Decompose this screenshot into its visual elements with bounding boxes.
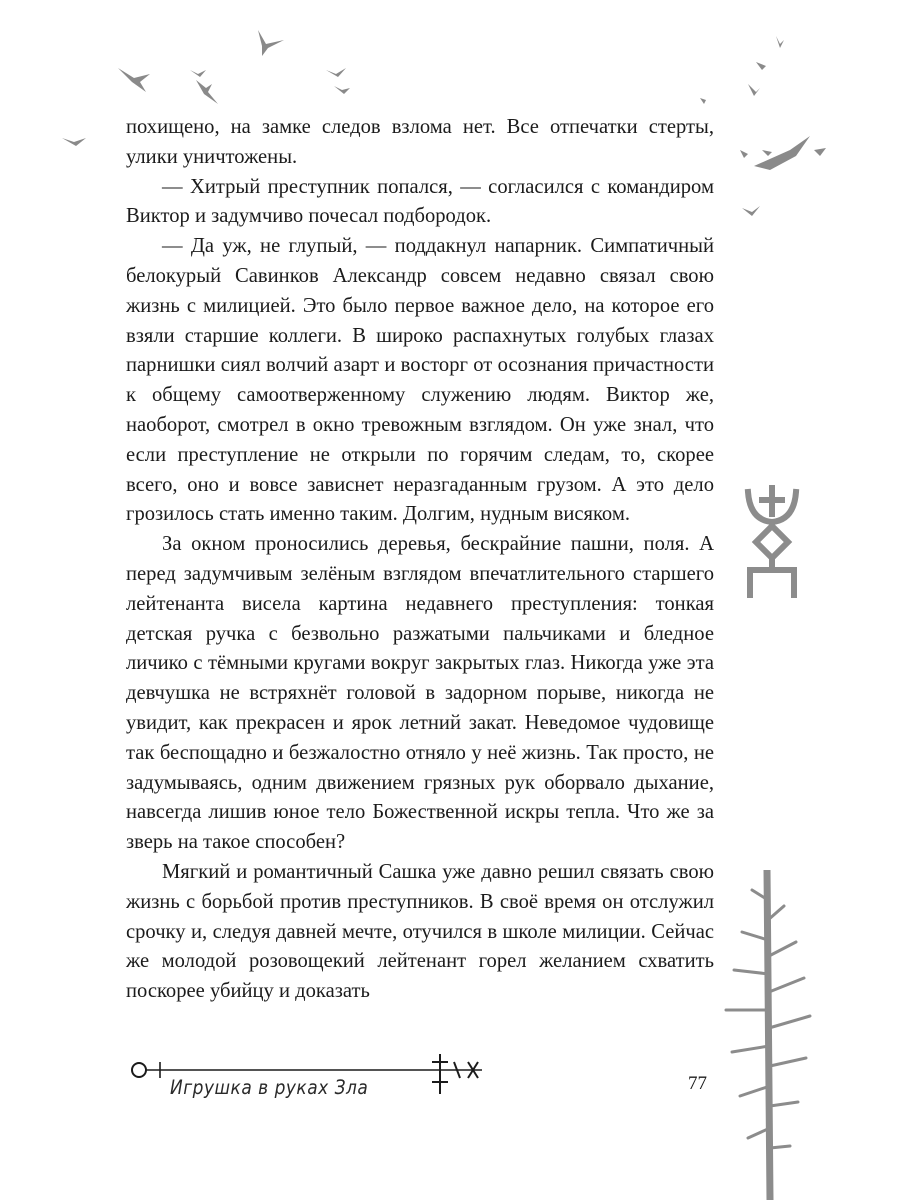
body-text [126,113,714,1007]
page-number: 77 [688,1073,707,1094]
bird-icon [334,86,350,94]
rune-symbol-icon [738,484,806,598]
bird-icon [740,150,748,158]
bird-icon [190,70,206,77]
bird-icon [756,62,766,70]
bird-icon [754,136,810,170]
bird-icon [118,68,150,92]
paragraph: — Да уж, не глупый, — поддакнул напарник. Симпатичный белокурый Савинков Александр совсем недавно связал свою жизнь с милицией. Это было первое важное дело, на которое его взяли старшие коллеги. В широко распахнутых голубых глазах парнишки сиял волчий азарт и восторг от осознания причастности к общему самоотверженному служению людям. Виктор же, наоборот, смотрел в окно тревожным взглядом. Он уже знал, что если преступление не открыли по горячим следам, то, скорее всего, оно и вовсе зависнет неразгаданным грузом. А это дело грозилось стать именно таким. Долгим, нудным висяком. [126,235,714,526]
running-title: Игрушка в руках Зла [170,1076,369,1100]
paragraph: — Хитрый преступник попался, — согласился с командиром Виктор и задумчиво почесал подбородок. [126,175,714,228]
bird-icon [762,150,772,156]
paragraph: похищено, на замке следов взлома нет. Все отпечатки стерты, улики уничтожены. [126,116,714,168]
bird-icon [62,138,86,146]
bird-icon [196,80,218,104]
bird-icon [700,98,706,104]
paragraph: Мягкий и романтичный Сашка уже давно решил связать свою жизнь с борьбой против преступников. В своё время он отслужил срочку и, следуя давней мечте, отучился в школе милиции. Сейчас же молодой розовощекий лейтенант горел желанием схватить поскорее убийцу и доказать [126,860,714,1003]
bird-icon [326,68,346,77]
bare-tree-decoration [712,870,822,1200]
paragraph: За окном проносились деревья, бескрайние пашни, поля. А перед задумчивым зелёным взглядом впечатлительного старшего лейтенанта висела картина недавнего преступления: тонкая детская ручка с безвольно разжатыми пальчиками и бледное личико с тёмными кругами вокруг закрытых глаз. Никогда уже эта девчушка не встряхнёт головой в задорном порыве, никогда не увидит, как прекрасен и ярок летний закат. Неведомое чудовище так беспощадно и безжалостно отняло у неё жизнь. Так просто, не задумываясь, одним движением грязных рук оборвало дыхание, навсегда лишив юное тело Божественной искры тепла. Что же за зверь на такое способен? [126,533,714,854]
bird-icon [814,148,826,156]
bird-icon [258,30,284,56]
bird-icon [748,84,760,96]
bird-icon [776,36,784,48]
bird-icon [742,206,760,216]
